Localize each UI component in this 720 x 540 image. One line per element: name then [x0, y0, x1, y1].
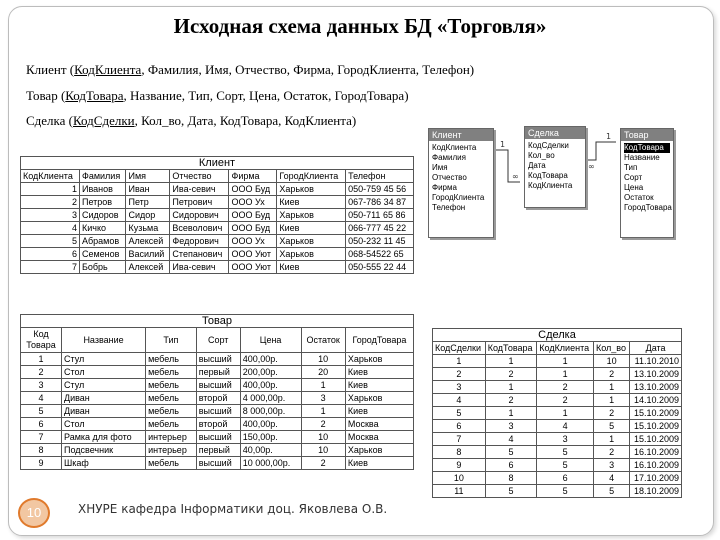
- table-cell: 3: [537, 433, 594, 446]
- table-cell: Бобрь: [79, 261, 126, 274]
- table-cell: Ива-севич: [170, 261, 229, 274]
- table-cell: 067-786 34 87: [346, 196, 414, 209]
- table-cell: Харьков: [345, 392, 413, 405]
- table-cell: 10: [301, 431, 345, 444]
- entity-field: Фамилия: [432, 153, 466, 162]
- table-cell: 2: [485, 394, 537, 407]
- column-header: Фамилия: [79, 170, 126, 183]
- table-cell: Петрович: [170, 196, 229, 209]
- client-table: [20, 156, 414, 274]
- table-cell: первый: [196, 444, 240, 457]
- table-row: [21, 248, 414, 261]
- table-cell: Василий: [126, 248, 170, 261]
- table-cell: 150,00р.: [240, 431, 301, 444]
- table-cell: ООО Ух: [229, 235, 277, 248]
- table-cell: высший: [196, 405, 240, 418]
- table-cell: 6: [21, 248, 80, 261]
- table-cell: 6: [537, 472, 594, 485]
- rel-one-client: 1: [500, 140, 506, 149]
- table-cell: Диван: [62, 405, 146, 418]
- entity-field: ГородКлиента: [432, 193, 485, 202]
- table-row: [21, 235, 414, 248]
- table-cell: Харьков: [277, 209, 346, 222]
- table-cell: второй: [196, 392, 240, 405]
- column-header: Кол_во: [593, 342, 629, 355]
- entity-field: Остаток: [624, 193, 654, 202]
- table-cell: 10: [593, 355, 629, 368]
- entity-deal-title: Сделка: [525, 127, 585, 139]
- entity-field-selected: КодТовара: [624, 143, 670, 153]
- table-row: [21, 261, 414, 274]
- table-cell: 9: [433, 459, 486, 472]
- table-row: [433, 407, 682, 420]
- table-row: [21, 196, 414, 209]
- table-cell: Иванов: [79, 183, 126, 196]
- table-cell: 6: [21, 418, 62, 431]
- table-cell: Москва: [345, 418, 413, 431]
- table-cell: мебель: [146, 366, 197, 379]
- table-row: [433, 459, 682, 472]
- client-table-header: [21, 170, 414, 183]
- table-cell: интерьер: [146, 444, 197, 457]
- table-cell: 18.10.2009: [630, 485, 682, 498]
- deal-table-caption: Сделка: [433, 329, 682, 342]
- table-cell: 4: [593, 472, 629, 485]
- schema-goods: Товар (КодТовара, Название, Тип, Сорт, Цена, Остаток, ГородТовара): [26, 88, 409, 103]
- table-cell: Рамка для фото: [62, 431, 146, 444]
- table-cell: Кичко: [79, 222, 126, 235]
- table-cell: 40,00р.: [240, 444, 301, 457]
- table-cell: 2: [593, 368, 629, 381]
- table-cell: ООО Буд: [229, 209, 277, 222]
- table-cell: 5: [593, 420, 629, 433]
- table-cell: 2: [593, 446, 629, 459]
- table-cell: 10: [433, 472, 486, 485]
- table-cell: Кузьма: [126, 222, 170, 235]
- column-header: КодКлиента: [537, 342, 594, 355]
- table-row: [21, 392, 414, 405]
- table-row: [433, 355, 682, 368]
- column-header: Дата: [630, 342, 682, 355]
- rel-many-client: ∞: [512, 172, 519, 181]
- entity-field: Телефон: [432, 203, 466, 212]
- table-cell: Шкаф: [62, 457, 146, 470]
- table-cell: ООО Ух: [229, 196, 277, 209]
- table-cell: 5: [21, 235, 80, 248]
- table-cell: Киев: [345, 457, 413, 470]
- entity-field: Сорт: [624, 173, 643, 182]
- goods-table-caption: Товар: [21, 315, 414, 328]
- table-cell: 3: [21, 379, 62, 392]
- table-cell: 2: [21, 196, 80, 209]
- table-row: [433, 368, 682, 381]
- table-cell: мебель: [146, 353, 197, 366]
- table-cell: 2: [593, 407, 629, 420]
- table-cell: 5: [537, 459, 594, 472]
- table-cell: 050-232 11 45: [346, 235, 414, 248]
- column-header: Цена: [240, 328, 301, 353]
- table-row: [433, 485, 682, 498]
- schema-client: Клиент (КодКлиента, Фамилия, Имя, Отчество, Фирма, ГородКлиента, Телефон): [26, 62, 475, 77]
- table-cell: Абрамов: [79, 235, 126, 248]
- table-row: [433, 433, 682, 446]
- table-cell: 11.10.2010: [630, 355, 682, 368]
- table-cell: 2: [433, 368, 486, 381]
- table-cell: 10 000,00р.: [240, 457, 301, 470]
- table-cell: 4: [21, 222, 80, 235]
- column-header: Остаток: [301, 328, 345, 353]
- table-cell: 20: [301, 366, 345, 379]
- goods-table-header: [21, 328, 414, 353]
- table-cell: 4: [21, 392, 62, 405]
- table-row: [21, 431, 414, 444]
- entity-client-title: Клиент: [429, 129, 493, 141]
- table-cell: Диван: [62, 392, 146, 405]
- rel-one-goods: 1: [606, 132, 612, 141]
- table-cell: Стол: [62, 366, 146, 379]
- column-header: ГородКлиента: [277, 170, 346, 183]
- table-cell: Киев: [345, 379, 413, 392]
- table-cell: высший: [196, 353, 240, 366]
- table-cell: 1: [433, 355, 486, 368]
- entity-goods-title: Товар: [621, 129, 673, 141]
- table-cell: Федорович: [170, 235, 229, 248]
- table-cell: 200,00р.: [240, 366, 301, 379]
- table-cell: 1: [485, 355, 537, 368]
- table-row: [21, 183, 414, 196]
- column-header: КодКлиента: [21, 170, 80, 183]
- table-cell: 4 000,00р.: [240, 392, 301, 405]
- entity-client: [428, 128, 494, 238]
- table-cell: Подсвечник: [62, 444, 146, 457]
- table-row: [21, 366, 414, 379]
- table-cell: 7: [21, 431, 62, 444]
- deal-table-header: [433, 342, 682, 355]
- table-cell: 1: [21, 183, 80, 196]
- table-cell: 400,00р.: [240, 379, 301, 392]
- column-header: КодТовара: [485, 342, 537, 355]
- table-cell: Всеволович: [170, 222, 229, 235]
- goods-deal-link: [586, 142, 616, 160]
- table-cell: 6: [485, 459, 537, 472]
- table-row: [433, 420, 682, 433]
- entity-deal: [524, 126, 586, 208]
- table-cell: 5: [433, 407, 486, 420]
- slide-title: Исходная схема данных БД «Торговля»: [173, 14, 547, 38]
- table-row: [433, 472, 682, 485]
- entity-field: Имя: [432, 163, 448, 172]
- table-row: [433, 446, 682, 459]
- table-cell: 9: [21, 457, 62, 470]
- entity-field: КодСделки: [528, 141, 569, 150]
- table-cell: 3: [593, 459, 629, 472]
- table-cell: 7: [21, 261, 80, 274]
- column-header: КодСделки: [433, 342, 486, 355]
- entity-field: Дата: [528, 161, 546, 170]
- entity-field: Название: [624, 153, 660, 162]
- table-cell: Степанович: [170, 248, 229, 261]
- table-cell: 5: [537, 446, 594, 459]
- table-cell: 4: [433, 394, 486, 407]
- table-cell: 6: [433, 420, 486, 433]
- table-cell: 15.10.2009: [630, 407, 682, 420]
- table-cell: 5: [485, 446, 537, 459]
- table-cell: 1: [537, 368, 594, 381]
- table-cell: Стул: [62, 353, 146, 366]
- table-cell: 3: [485, 420, 537, 433]
- entity-field: Цена: [624, 183, 644, 192]
- table-cell: 1: [593, 394, 629, 407]
- table-cell: 1: [301, 405, 345, 418]
- table-cell: Семенов: [79, 248, 126, 261]
- table-cell: мебель: [146, 392, 197, 405]
- table-cell: 2: [537, 394, 594, 407]
- table-cell: Харьков: [277, 235, 346, 248]
- table-row: [21, 222, 414, 235]
- table-cell: 5: [21, 405, 62, 418]
- entity-field: Кол_во: [528, 151, 555, 160]
- table-cell: Сидоров: [79, 209, 126, 222]
- entity-field: Тип: [624, 163, 638, 172]
- table-cell: 1: [485, 407, 537, 420]
- table-cell: Иван: [126, 183, 170, 196]
- table-cell: Сидор: [126, 209, 170, 222]
- table-row: [21, 457, 414, 470]
- table-cell: 1: [593, 381, 629, 394]
- table-cell: Киев: [345, 366, 413, 379]
- table-cell: Ива-севич: [170, 183, 229, 196]
- table-cell: 050-555 22 44: [346, 261, 414, 274]
- table-cell: Алексей: [126, 235, 170, 248]
- table-row: [21, 353, 414, 366]
- table-cell: 2: [537, 381, 594, 394]
- table-cell: Киев: [345, 405, 413, 418]
- table-cell: ООО Буд: [229, 183, 277, 196]
- table-cell: 2: [301, 457, 345, 470]
- table-cell: ООО Уют: [229, 248, 277, 261]
- table-cell: интерьер: [146, 431, 197, 444]
- column-header: Сорт: [196, 328, 240, 353]
- table-cell: Петров: [79, 196, 126, 209]
- table-cell: 1: [301, 379, 345, 392]
- table-cell: Сидорович: [170, 209, 229, 222]
- column-header: Телефон: [346, 170, 414, 183]
- table-cell: 8 000,00р.: [240, 405, 301, 418]
- table-cell: Стол: [62, 418, 146, 431]
- entity-field: КодКлиента: [432, 143, 477, 152]
- table-cell: 13.10.2009: [630, 368, 682, 381]
- entity-field: ГородТовара: [624, 203, 672, 212]
- table-cell: Харьков: [277, 183, 346, 196]
- rel-many-goods: ∞: [588, 162, 595, 171]
- table-cell: ООО Уют: [229, 261, 277, 274]
- table-cell: 17.10.2009: [630, 472, 682, 485]
- column-header: Тип: [146, 328, 197, 353]
- table-cell: 400,00р.: [240, 353, 301, 366]
- table-cell: 13.10.2009: [630, 381, 682, 394]
- table-cell: 3: [21, 209, 80, 222]
- table-row: [21, 444, 414, 457]
- table-cell: мебель: [146, 379, 197, 392]
- table-row: [21, 209, 414, 222]
- table-cell: 15.10.2009: [630, 420, 682, 433]
- table-cell: Алексей: [126, 261, 170, 274]
- table-cell: 10: [301, 353, 345, 366]
- table-cell: мебель: [146, 405, 197, 418]
- entity-field: Отчество: [432, 173, 467, 182]
- table-cell: Киев: [277, 196, 346, 209]
- client-table-caption: Клиент: [21, 157, 414, 170]
- table-row: [433, 381, 682, 394]
- table-cell: 4: [485, 433, 537, 446]
- entity-field: КодТовара: [528, 171, 568, 180]
- table-cell: 16.10.2009: [630, 446, 682, 459]
- deal-table: [432, 328, 682, 498]
- column-header: ГородТовара: [345, 328, 413, 353]
- entity-goods: [620, 128, 674, 238]
- table-cell: 1: [21, 353, 62, 366]
- table-cell: 16.10.2009: [630, 459, 682, 472]
- table-cell: 14.10.2009: [630, 394, 682, 407]
- table-cell: высший: [196, 457, 240, 470]
- table-cell: 8: [21, 444, 62, 457]
- column-header: Отчество: [170, 170, 229, 183]
- table-cell: 5: [485, 485, 537, 498]
- table-cell: 15.10.2009: [630, 433, 682, 446]
- table-cell: Петр: [126, 196, 170, 209]
- relationship-diagram: [424, 120, 716, 254]
- table-cell: 1: [593, 433, 629, 446]
- table-cell: 2: [21, 366, 62, 379]
- table-cell: 400,00р.: [240, 418, 301, 431]
- table-cell: мебель: [146, 457, 197, 470]
- entity-field: Фирма: [432, 183, 457, 192]
- table-cell: первый: [196, 366, 240, 379]
- table-cell: Москва: [345, 431, 413, 444]
- table-cell: Харьков: [345, 444, 413, 457]
- table-cell: Стул: [62, 379, 146, 392]
- table-cell: 5: [593, 485, 629, 498]
- table-cell: 050-711 65 86: [346, 209, 414, 222]
- column-header: Код Товара: [21, 328, 62, 353]
- table-cell: Харьков: [277, 248, 346, 261]
- table-cell: 2: [485, 368, 537, 381]
- table-cell: высший: [196, 431, 240, 444]
- table-cell: 1: [537, 407, 594, 420]
- table-cell: 8: [485, 472, 537, 485]
- table-cell: второй: [196, 418, 240, 431]
- table-cell: 8: [433, 446, 486, 459]
- table-row: [433, 394, 682, 407]
- table-cell: 3: [301, 392, 345, 405]
- column-header: Название: [62, 328, 146, 353]
- table-row: [21, 405, 414, 418]
- column-header: Фирма: [229, 170, 277, 183]
- table-cell: 7: [433, 433, 486, 446]
- table-cell: 4: [537, 420, 594, 433]
- table-cell: Киев: [277, 261, 346, 274]
- table-cell: 10: [301, 444, 345, 457]
- entity-field: КодКлиента: [528, 181, 573, 190]
- table-cell: 3: [433, 381, 486, 394]
- table-cell: 050-759 45 56: [346, 183, 414, 196]
- table-cell: мебель: [146, 418, 197, 431]
- table-cell: 11: [433, 485, 486, 498]
- table-cell: ООО Буд: [229, 222, 277, 235]
- table-cell: Харьков: [345, 353, 413, 366]
- table-cell: Киев: [277, 222, 346, 235]
- table-cell: 066-777 45 22: [346, 222, 414, 235]
- page-number: 10: [18, 498, 50, 528]
- table-cell: 068-54522 65: [346, 248, 414, 261]
- column-header: Имя: [126, 170, 170, 183]
- footer-credit: ХНУРЕ кафедра Інформатики доц. Яковлева О.В.: [78, 502, 388, 516]
- table-cell: 5: [537, 485, 594, 498]
- goods-table: [20, 314, 414, 470]
- table-row: [21, 418, 414, 431]
- table-row: [21, 379, 414, 392]
- table-cell: 1: [485, 381, 537, 394]
- schema-deal: Сделка (КодСделки, Кол_во, Дата, КодТовара, КодКлиента): [26, 113, 357, 128]
- table-cell: высший: [196, 379, 240, 392]
- table-cell: 2: [301, 418, 345, 431]
- table-cell: 1: [537, 355, 594, 368]
